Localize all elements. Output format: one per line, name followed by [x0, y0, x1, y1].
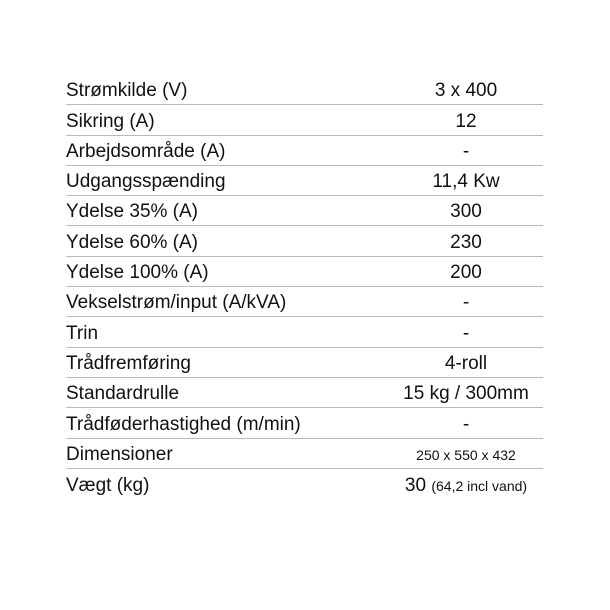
- spec-row-power-source: [66, 75, 543, 105]
- spec-label: Trådfremføring: [66, 352, 191, 374]
- spec-value: -: [462, 322, 470, 344]
- spec-value: 300: [450, 201, 482, 223]
- spec-value: [391, 475, 541, 497]
- spec-label: Ydelse 100% (A): [66, 262, 209, 284]
- spec-label: Ydelse 60% (A): [66, 231, 199, 253]
- spec-table: [66, 75, 543, 499]
- spec-label: Udgangsspænding: [66, 171, 226, 193]
- spec-label: Trin: [66, 322, 99, 344]
- spec-label: Vægt (kg): [66, 475, 150, 497]
- spec-label: Vekselstrøm/input (A/kVA): [66, 292, 287, 314]
- spec-value: -: [462, 140, 470, 162]
- spec-label: Ydelse 35% (A): [66, 201, 199, 223]
- weight-note: (64,2 incl vand): [431, 478, 528, 495]
- spec-row-output-voltage: [66, 166, 543, 196]
- weight-value: 30: [404, 475, 427, 497]
- spec-value: 15 kg / 300mm: [403, 383, 529, 405]
- spec-label: Trådføderhastighed (m/min): [66, 413, 301, 435]
- spec-row-dimensions: [66, 439, 543, 469]
- spec-row-working-range: [66, 136, 543, 166]
- spec-value: 3 x 400: [434, 80, 498, 102]
- spec-value: 12: [455, 110, 477, 132]
- spec-value: 200: [450, 262, 482, 284]
- spec-label: Strømkilde (V): [66, 80, 188, 102]
- spec-label: Standardrulle: [66, 383, 180, 405]
- spec-value: 4-roll: [444, 352, 488, 374]
- spec-row-ac-input: [66, 287, 543, 317]
- spec-row-standard-spool: [66, 378, 543, 408]
- spec-row-duty-100: [66, 257, 543, 287]
- spec-label: Arbejdsområde (A): [66, 140, 226, 162]
- spec-value: -: [462, 413, 470, 435]
- spec-label: Dimensioner: [66, 443, 173, 465]
- spec-label: Sikring (A): [66, 110, 155, 132]
- spec-value: 250 x 550 x 432: [416, 446, 516, 463]
- spec-row-wire-feed-speed: [66, 408, 543, 438]
- spec-row-steps: [66, 317, 543, 347]
- spec-value: 230: [450, 231, 482, 253]
- spec-value: -: [462, 292, 470, 314]
- spec-value: 11,4 Kw: [432, 171, 500, 193]
- spec-row-duty-60: [66, 226, 543, 256]
- spec-row-weight: [66, 469, 543, 499]
- spec-row-fuse: [66, 105, 543, 135]
- spec-row-duty-35: [66, 196, 543, 226]
- spec-row-wire-feed: [66, 348, 543, 378]
